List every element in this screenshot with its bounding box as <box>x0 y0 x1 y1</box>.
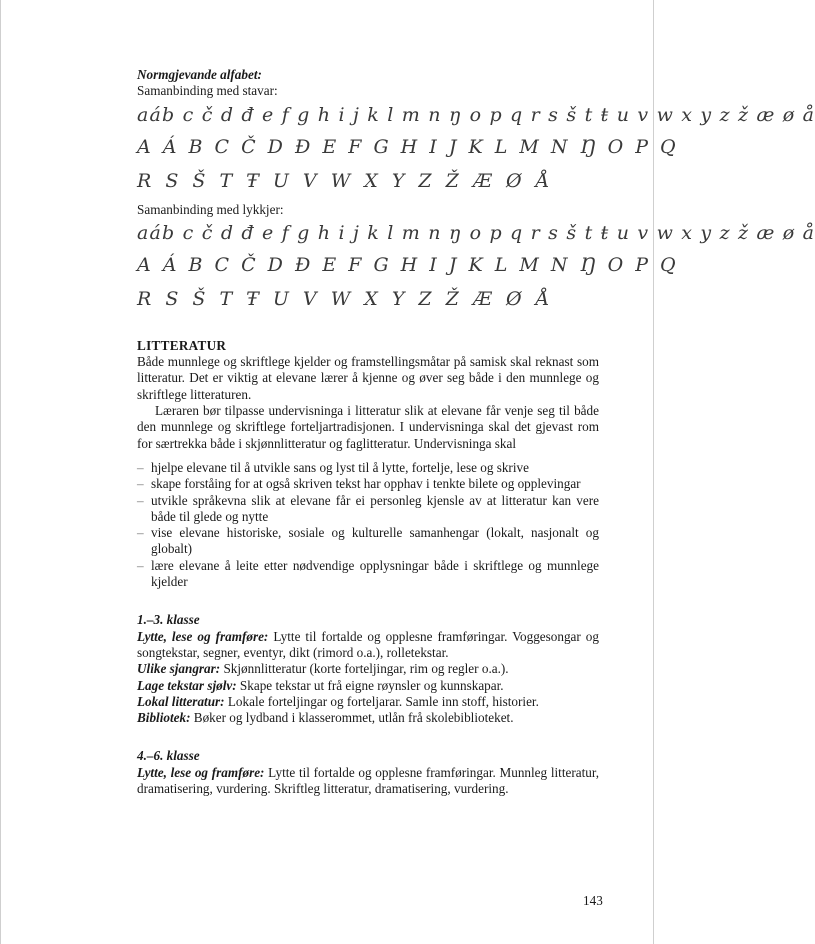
subheading-1-3-klasse: 1.–3. klasse <box>137 612 200 628</box>
subheading-4-6-klasse: 4.–6. klasse <box>137 748 200 764</box>
entry-label: Bibliotek: <box>137 710 191 726</box>
entry-label: Lytte, lese og framføre: <box>137 764 265 780</box>
label-lykkjer: Samanbinding med lykkjer: <box>137 201 284 217</box>
entry-label: Lage tekstar sjølv: <box>137 677 237 693</box>
list-item: – vise elevane historiske, sosiale og kulturelle samanhengar (lokalt, nasjonalt og globalt) <box>137 525 599 557</box>
entry-line: Lytte, lese og framføre: Lytte til fortalde og opplesne framføringar. Voggesongar og songtekstar, segner, eventyr, dikt (rimord o.a.), rolletekstar. <box>137 628 599 660</box>
dash-marker: – <box>137 557 144 573</box>
dash-marker: – <box>137 525 144 541</box>
script-lykkjer-uppercase-1: A Á B C Č D Đ E F G H I J K L M N Ŋ O P Q <box>137 253 679 276</box>
page-number: 143 <box>583 893 603 908</box>
entry-label: Lokal litteratur: <box>137 693 225 709</box>
entry-line: Lokal litteratur: Lokale forteljingar og forteljarar. Samle inn stoff, historier. <box>137 693 539 709</box>
script-lykkjer-uppercase-2: R S Š T Ŧ U V W X Y Z Ž Æ Ø Å <box>137 287 554 310</box>
dash-marker: – <box>137 492 144 508</box>
entry-line: Lage tekstar sjølv: Skape tekstar ut frå eigne røynsler og kunnskapar. <box>137 677 504 693</box>
section-heading-litteratur: LITTERATUR <box>137 337 227 353</box>
label-stavar: Samanbinding med stavar: <box>137 83 278 99</box>
script-lykkjer-lowercase: aáb c č d đ e f g h i j k l m n ŋ o p q r s š t ŧ u v w x y z ž æ ø å <box>137 221 815 244</box>
dash-marker: – <box>137 476 144 492</box>
aims-list <box>137 460 599 590</box>
alphabet-heading: Normgjevande alfabet: <box>137 67 262 82</box>
paragraph-1: Både munnlege og skriftlege kjelder og framstellingsmåtar på samisk skal reknast som litteratur. Det er viktig at elevane lærer å kjenne og øver seg både i den munnlege og skriftlege litteraturen. <box>137 354 599 402</box>
list-item: – lære elevane å leite etter nødvendige opplysningar både i skriftlege og munnlege kjelder <box>137 557 599 590</box>
list-item: – utvikle språkevna slik at elevane får ei personleg kjensle av at litteratur kan vere både til glede og nytte <box>137 492 599 524</box>
list-item: – hjelpe elevane til å utvikle sans og lyst til å lytte, fortelje, lese og skrive <box>137 459 529 475</box>
script-stavar-uppercase-1: A Á B C Č D Đ E F G H I J K L M N Ŋ O P Q <box>137 135 679 158</box>
entry-label: Ulike sjangrar: <box>137 661 221 677</box>
list-item: – skape forståing for at også skriven tekst har opphav i tenkte bilete og opplevingar <box>137 476 581 492</box>
script-stavar-uppercase-2: R S Š T Ŧ U V W X Y Z Ž Æ Ø Å <box>137 169 554 192</box>
entry-line: Ulike sjangrar: Skjønnlitteratur (korte forteljingar, rim og regler o.a.). <box>137 661 509 677</box>
entry-label: Lytte, lese og framføre: <box>137 628 269 644</box>
script-stavar-lowercase: aáb c č d đ e f g h i j k l m n ŋ o p q r s š t ŧ u v w x y z ž æ ø å <box>137 103 815 126</box>
paragraph-2: Læraren bør tilpasse undervisninga i litteratur slik at elevane får venje seg til både den munnlege og skriftlege forteljartradisjonen. I undervisninga skal det gjevast rom for særtrekka både i skjønnlitteratur og faglitteratur. Undervisninga skal <box>137 403 599 451</box>
dash-marker: – <box>137 459 144 475</box>
page-content <box>137 67 815 797</box>
entry-line: Bibliotek: Bøker og lydband i klasserommet, utlån frå skolebiblioteket. <box>137 710 514 726</box>
entry-line: Lytte, lese og framføre: Lytte til fortalde og opplesne framføringar. Munnleg litteratur, dramatisering, vurdering. Skriftleg litteratur, dramatisering, vurdering. <box>137 764 600 797</box>
